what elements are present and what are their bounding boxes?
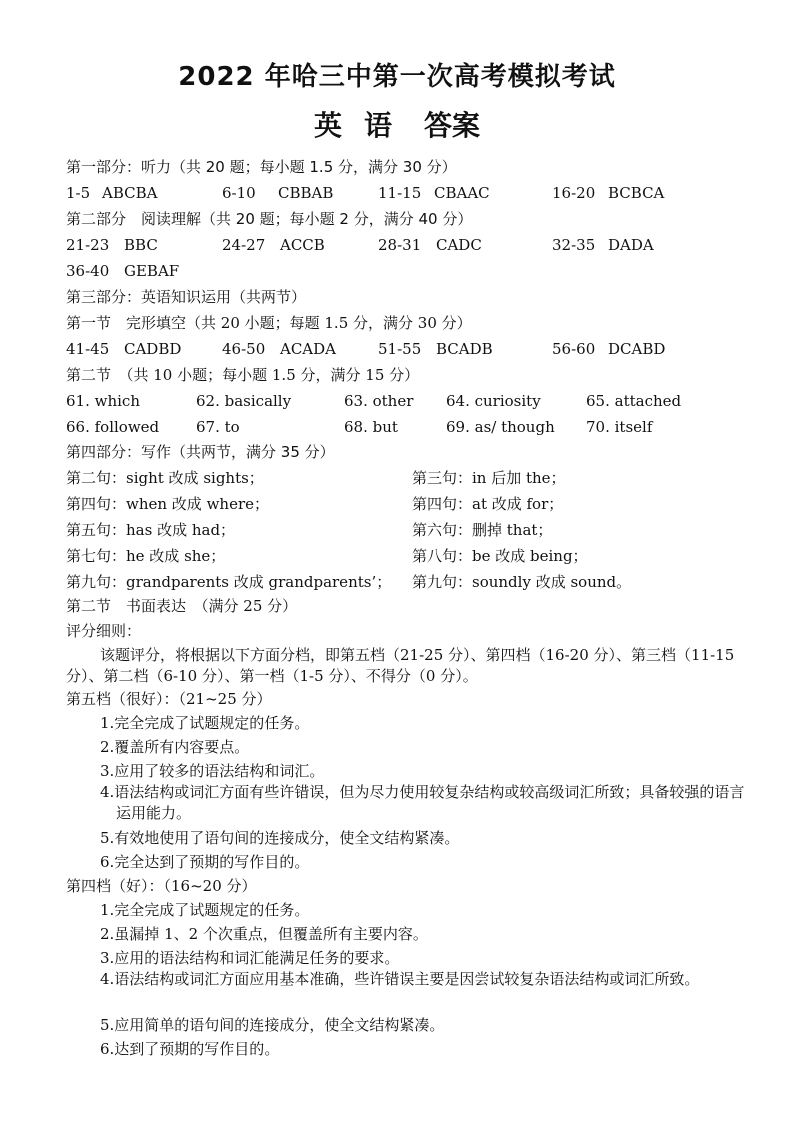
fill-answer: 64. curiosity bbox=[446, 392, 541, 410]
answer-range: 46-50 bbox=[222, 340, 266, 358]
fill-answer: 65. attached bbox=[586, 392, 682, 410]
answer-key: ACADA bbox=[280, 340, 337, 358]
correction-item: 第四句：at 改成 for； bbox=[412, 495, 564, 513]
criteria-item: 3.应用的语法结构和词汇能满足任务的要求。 bbox=[100, 949, 400, 967]
writing-section-heading: 第二节 书面表达 （满分 25 分） bbox=[66, 597, 298, 615]
fill-answer: 62. basically bbox=[196, 392, 292, 410]
criteria-item: 4.语法结构或词汇方面应用基本准确，些许错误主要是因尝试较复杂语法结构或词汇所致。 bbox=[100, 970, 700, 988]
answer-key: BCADB bbox=[436, 340, 493, 358]
correction-item: 第六句：删掉 that； bbox=[412, 521, 553, 539]
criteria-item: 6.达到了预期的写作目的。 bbox=[100, 1040, 280, 1058]
page-title: 2022 年哈三中第一次高考模拟考试 bbox=[178, 62, 616, 92]
answer-range: 16-20 bbox=[552, 184, 596, 202]
correction-item: 第九句：soundly 改成 sound。 bbox=[412, 573, 632, 591]
correction-item: 第五句：has 改成 had； bbox=[66, 521, 236, 539]
fill-answer: 69. as/ though bbox=[446, 418, 555, 436]
fill-answer: 61. which bbox=[66, 392, 140, 410]
answer-range: 36-40 bbox=[66, 262, 110, 280]
criteria-item: 6.完全达到了预期的写作目的。 bbox=[100, 853, 310, 871]
criteria-item: 2.覆盖所有内容要点。 bbox=[100, 738, 250, 756]
correction-item: 第八句：be 改成 being； bbox=[412, 547, 588, 565]
part3-heading: 第三部分：英语知识运用（共两节） bbox=[66, 288, 307, 306]
answer-range: 51-55 bbox=[378, 340, 422, 358]
answer-key: CBAAC bbox=[434, 184, 490, 202]
criteria-item: 1.完全完成了试题规定的任务。 bbox=[100, 714, 310, 732]
criteria-item: 3.应用了较多的语法结构和词汇。 bbox=[100, 762, 325, 780]
answer-key: DCABD bbox=[608, 340, 666, 358]
answer-range: 41-45 bbox=[66, 340, 110, 358]
criteria-item: 2.虽漏掉 1、2 个次重点，但覆盖所有主要内容。 bbox=[100, 925, 428, 943]
fill-answer: 63. other bbox=[344, 392, 414, 410]
answer-key: CBBAB bbox=[278, 184, 334, 202]
answer-range: 1-5 bbox=[66, 184, 91, 202]
grade4-heading: 第四档（好）：（16~20 分） bbox=[66, 877, 257, 895]
fill-answer: 68. but bbox=[344, 418, 398, 436]
correction-item: 第三句：in 后加 the； bbox=[412, 469, 566, 487]
fill-answer: 66. followed bbox=[66, 418, 160, 436]
rules-heading: 评分细则： bbox=[66, 622, 142, 640]
answer-key: BCBCA bbox=[608, 184, 665, 202]
correction-item: 第二句：sight 改成 sights； bbox=[66, 469, 264, 487]
answer-range: 28-31 bbox=[378, 236, 422, 254]
correction-item: 第七句：he 改成 she； bbox=[66, 547, 226, 565]
answer-key: CADC bbox=[436, 236, 482, 254]
rules-text: 该题评分，将根据以下方面分档，即第五档（21-25 分）、第四档（16-20 分）、第三档（11-15 分）、第二档（6-10 分）、第一档（1-5 分）、不得分（0 分）。 bbox=[66, 646, 735, 685]
part1-heading: 第一部分：听力（共 20 题；每小题 1.5 分，满分 30 分） bbox=[66, 158, 457, 176]
criteria-item: 5.应用简单的语句间的连接成分，使全文结构紧凑。 bbox=[100, 1016, 445, 1034]
grade5-heading: 第五档（很好）：（21~25 分） bbox=[66, 690, 272, 708]
answer-key: DADA bbox=[608, 236, 654, 254]
part4-heading: 第四部分：写作（共两节，满分 35 分） bbox=[66, 443, 335, 461]
fill-answer: 70. itself bbox=[586, 418, 653, 436]
answer-key: BBC bbox=[124, 236, 158, 254]
criteria-item: 1.完全完成了试题规定的任务。 bbox=[100, 901, 310, 919]
part3-section1-heading: 第一节 完形填空（共 20 小题；每题 1.5 分，满分 30 分） bbox=[66, 314, 472, 332]
answer-range: 56-60 bbox=[552, 340, 596, 358]
part2-heading: 第二部分 阅读理解（共 20 题；每小题 2 分，满分 40 分） bbox=[66, 210, 473, 228]
answer-key: ABCBA bbox=[102, 184, 158, 202]
subtitle-suffix: 答案 bbox=[424, 109, 481, 142]
correction-item: 第四句：when 改成 where； bbox=[66, 495, 269, 513]
answer-key: CADBD bbox=[124, 340, 182, 358]
answer-range: 21-23 bbox=[66, 236, 110, 254]
part3-section2-heading: 第二节 （共 10 小题；每小题 1.5 分，满分 15 分） bbox=[66, 366, 420, 384]
answer-key: ACCB bbox=[280, 236, 325, 254]
answer-range: 11-15 bbox=[378, 184, 422, 202]
answer-range: 24-27 bbox=[222, 236, 266, 254]
criteria-item: 5.有效地使用了语句间的连接成分，使全文结构紧凑。 bbox=[100, 829, 460, 847]
answer-range: 6-10 bbox=[222, 184, 256, 202]
answer-range: 32-35 bbox=[552, 236, 596, 254]
page-subtitle bbox=[0, 104, 794, 144]
correction-item: 第九句：grandparents 改成 grandparents’； bbox=[66, 573, 392, 591]
answer-key: GEBAF bbox=[124, 262, 180, 280]
subject-label: 英语 bbox=[313, 109, 414, 142]
fill-answer: 67. to bbox=[196, 418, 240, 436]
criteria-item: 4.语法结构或词汇方面有些许错误，但为尽力使用较复杂结构或较高级词汇所致；具备较强的语言运用能力。 bbox=[100, 783, 745, 822]
